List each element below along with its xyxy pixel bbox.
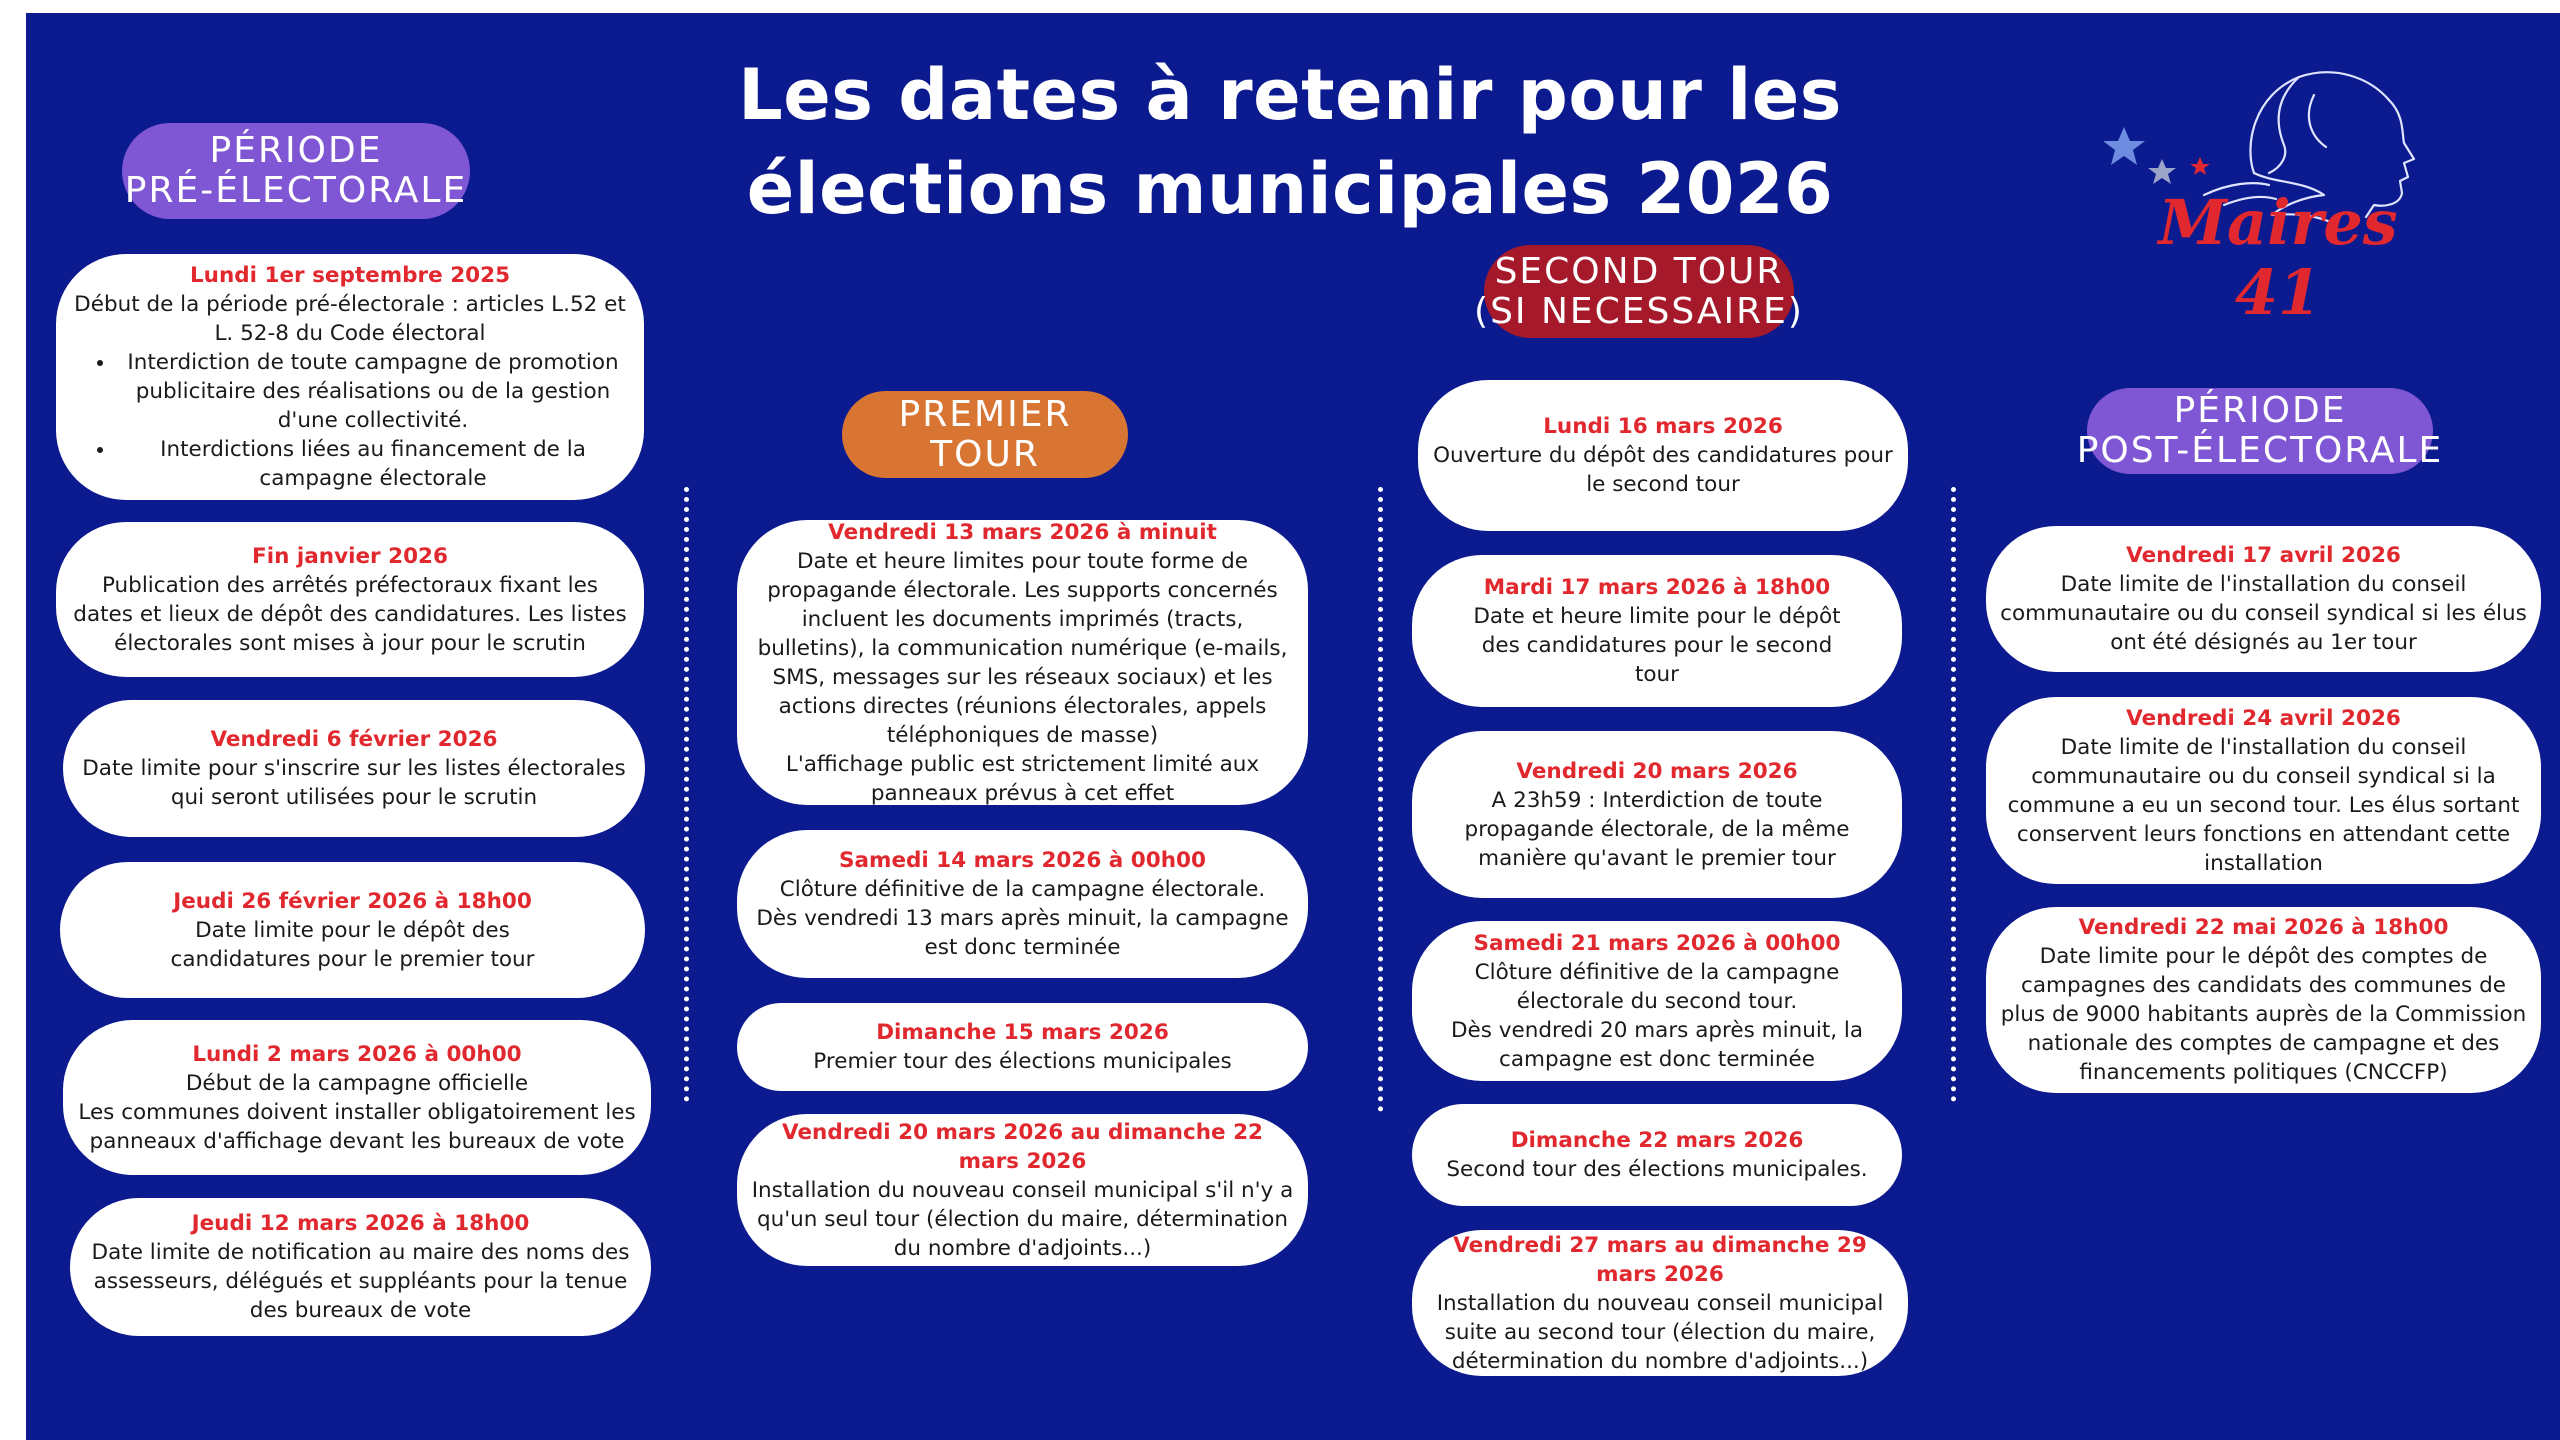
card-date: Samedi 21 mars 2026 à 00h00 [1473,930,1841,956]
card-date: Vendredi 27 mars au dimanche 29 mars 2026 [1453,1232,1867,1287]
card-text: Date limite pour le dépôt des candidatures pour le premier tour [170,917,535,972]
card-date: Vendredi 22 mai 2026 à 18h00 [2078,915,2449,940]
card-text: Date limite de l'installation du conseil communautaire ou du conseil syndical si la commune a eu un second tour. Les élus sortant conservent leurs fonctions en attendant cette installation [2007,734,2520,876]
timeline-card [1412,1104,1902,1206]
card-date: Jeudi 26 février 2026 à 18h00 [173,888,532,914]
section-label: (SI NECESSAIRE) [1474,290,1804,332]
card-text: Dès vendredi 20 mars après minuit, la campagne est donc terminée [1450,1017,1864,1072]
card-date: Lundi 16 mars 2026 [1543,414,1783,439]
timeline-card [60,862,645,998]
card-date: Dimanche 15 mars 2026 [876,1020,1169,1045]
timeline-card [1412,555,1902,707]
card-text: Installation du nouveau conseil municipal s'il n'y a qu'un seul tour (élection du maire, détermination du nombre d'adjoints...) [751,1177,1294,1261]
card-text: Clôture définitive de la campagne électorale. [779,877,1266,902]
card-date: Dimanche 22 mars 2026 [1510,1128,1804,1153]
card-date: Vendredi 17 avril 2026 [2126,543,2401,568]
card-text: Date limite pour s'inscrire sur les listes électorales qui seront utilisées pour le scrutin [82,756,626,810]
timeline-card [63,1020,651,1175]
timeline-card [1412,1230,1908,1376]
card-text: Ouverture du dépôt des candidatures pour le second tour [1433,443,1893,497]
timeline-card [56,254,644,500]
section-post-electoral [2076,388,2444,474]
card-text: Date et heure limites pour toute forme de propagande électorale. Les supports concernés incluent les documents imprimés (tracts, bulletins), la communication numérique (e-mails, SMS, messages sur les réseaux sociaux) et les actions directes (réunions électorales, appels téléphoniques de masse) [757,548,1288,748]
card-date: Vendredi 6 février 2026 [210,727,498,752]
timeline-card [1986,697,2541,884]
card-date: Vendredi 24 avril 2026 [2126,705,2401,731]
card-bullet-list [70,348,630,493]
card-date: Vendredi 20 mars 2026 [1516,758,1798,784]
card-text: Date et heure limite pour le dépôt des candidatures pour le second tour [1473,604,1841,687]
column-divider [1378,487,1383,1112]
card-date: Samedi 14 mars 2026 à 00h00 [839,848,1206,873]
title-line-2: élections municipales 2026 [746,148,1834,230]
card-text: Date limite de notification au maire des noms des assesseurs, délégués et suppléants pour la tenue des bureaux de vote [91,1240,630,1323]
timeline-card [737,1114,1308,1266]
column-divider [684,487,689,1102]
card-date: Jeudi 12 mars 2026 à 18h00 [191,1211,530,1236]
card-date: Fin janvier 2026 [252,543,448,569]
section-second-tour [1474,245,1804,338]
timeline-card [70,1198,651,1336]
title-line-1: Les dates à retenir pour les [738,54,1842,136]
card-date: Lundi 1er septembre 2025 [189,263,511,288]
timeline-card [737,520,1308,805]
card-text: Second tour des élections municipales. [1446,1157,1868,1182]
logo-text: Maires 41 [2158,186,2398,329]
card-text: Premier tour des élections municipales [813,1049,1232,1074]
card-date: Mardi 17 mars 2026 à 18h00 [1483,575,1831,600]
section-label: PREMIER [898,393,1072,435]
card-text: Clôture définitive de la campagne électorale du second tour. [1474,959,1840,1014]
card-date: Vendredi 20 mars 2026 au dimanche 22 mars 2026 [781,1119,1263,1174]
card-text: Installation du nouveau conseil municipal suite au second tour (élection du maire, détermination du nombre d'adjoints...) [1436,1290,1884,1374]
section-label: PÉRIODE [2173,390,2347,431]
card-date: Vendredi 13 mars 2026 à minuit [828,519,1217,545]
timeline-card [1412,731,1902,898]
timeline-card [1986,907,2541,1093]
section-label: SECOND TOUR [1494,250,1784,292]
section-label: TOUR [930,433,1040,475]
timeline-card [737,1003,1308,1091]
section-label: POST-ÉLECTORALE [2076,430,2444,471]
card-text: Les communes doivent installer obligatoirement les panneaux d'affichage devant les bureaux de vote [78,1099,636,1154]
section-label: PRÉ-ÉLECTORALE [124,170,468,211]
card-text: L'affichage public est strictement limité aux panneaux prévus à cet effet [785,751,1260,806]
card-bullet: • Interdictions liées au financement de la campagne électorale [116,435,630,493]
card-text: A 23h59 : Interdiction de toute propagande électorale, de la même manière qu'avant le premier tour [1464,787,1850,871]
card-bullet: • Interdiction de toute campagne de promotion publicitaire des réalisations ou de la gestion d'une collectivité. [116,348,630,435]
card-text: Date limite pour le dépôt des comptes de campagnes des candidats des communes de plus de 9000 habitants auprès de la Commission nationale des comptes de campagne et des financements politiques (CNCCFP) [2000,944,2527,1085]
card-text: Date limite de l'installation du conseil communautaire ou du conseil syndical si les élus ont été désignés au 1er tour [2000,572,2527,655]
timeline-card [56,522,644,677]
page-title [660,48,1920,236]
section-pre-electoral [122,123,470,219]
timeline-card [1418,380,1908,531]
timeline-card [63,700,645,837]
timeline-card [737,830,1308,978]
timeline-card [1986,526,2541,672]
section-premier-tour [842,391,1128,478]
card-text: Début de la campagne officielle [185,1070,529,1096]
column-divider [1951,487,1956,1102]
timeline-card [1412,921,1902,1081]
card-text: Début de la période pré-électorale : articles L.52 et L. 52-8 du Code électoral [74,292,626,346]
card-text: Dès vendredi 13 mars après minuit, la campagne est donc terminée [756,906,1289,960]
card-date: Lundi 2 mars 2026 à 00h00 [192,1041,522,1067]
section-label: PÉRIODE [209,130,383,171]
card-text: Publication des arrêtés préfectoraux fixant les dates et lieux de dépôt des candidatures. Les listes électorales sont mises à jour pour le scrutin [73,572,627,656]
